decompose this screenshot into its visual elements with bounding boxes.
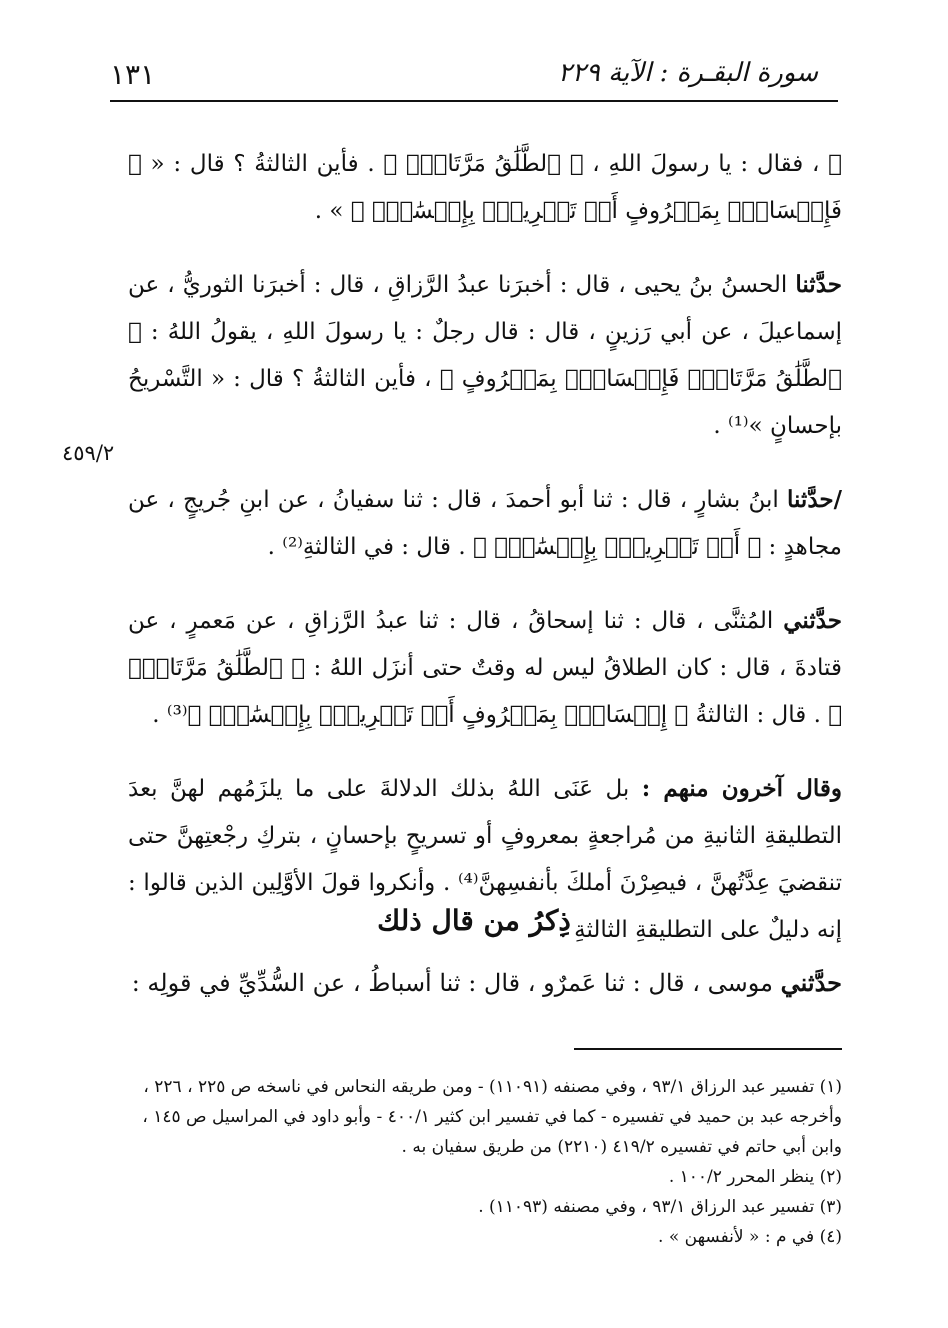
section-heading: ذِكرُ من قال ذلك xyxy=(377,904,571,937)
footnotes xyxy=(110,1072,842,1252)
paragraph xyxy=(128,140,842,235)
footnote: (١) تفسير عبد الرزاق ٩٣/١ ، وفي مصنفه (١١٠٩١) - ومن طريقه النحاس في ناسخه ص ٢٢٥ ، ٢٢٦ ، وأخرجه عبد بن حميد في تفسيره - كما في تفسير ابن كثير ٤٠٠/١ - وأبو داود في المراسيل ص ١٤٥ ، وابن أبي حاتم في تفسيره ٤١٩/٢ (٢٢١٠) من طريق سفيان به . xyxy=(142,1077,842,1157)
footnote: (٤) في م : « لأنفسهن » . xyxy=(658,1227,842,1247)
paragraph-text: ابنُ بشارٍ ، قال : ثنا أبو أحمدَ ، قال : ثنا سفيانُ ، عن ابنِ جُريجٍ ، عن مجاهدٍ : ﴿ أَوۡ تَسۡرِيحُۢ بِإِحۡسَٰنٖۗ ﴾ . قال : في الثالثةِ⁽²⁾ . xyxy=(128,487,842,560)
margin-reference: ٤٥٩/٢ xyxy=(62,441,115,465)
paragraph-lead: وقال آخرون منهم : xyxy=(641,775,842,802)
paragraph xyxy=(128,960,842,1006)
footnote: (٣) تفسير عبد الرزاق ٩٣/١ ، وفي مصنفه (١١٠٩٣) . xyxy=(478,1197,842,1217)
paragraph-lead: حدَّثني xyxy=(783,607,843,634)
paragraph-text: موسى ، قال : ثنا عَمرٌو ، قال : ثنا أسباطُ ، عن السُّدِّيِّ في قولِه : xyxy=(131,969,773,997)
paragraph-text: بل عَنَى اللهُ بذلك الدلالةَ على ما يلزَمُهم لهنَّ بعدَ التطليقةِ الثانيةِ من مُراجعةٍ بمعروفٍ أو تسريحٍ بإحسانٍ ، بتركِ رجْعتِهنَّ حتى تنقضيَ عِدَّتُهنَّ ، فيصِرْنَ أملكَ بأنفسِهنَّ⁽⁴⁾ . وأنكروا قولَ الأوَّلِين الذين قالوا : إنه دليلٌ على التطليقةِ الثالثةِ . xyxy=(128,776,842,943)
page-header xyxy=(110,54,818,96)
footnote: (٢) ينظر المحرر ١٠٠/٢ . xyxy=(668,1167,842,1187)
paragraph-lead: /حدَّثنا xyxy=(786,486,843,513)
paragraph xyxy=(128,597,842,739)
header-rule xyxy=(110,100,838,102)
paragraph-lead: حدَّثني xyxy=(780,968,842,997)
main-text xyxy=(128,140,842,980)
paragraph xyxy=(128,261,842,450)
running-title: سورة البقـرة : الآية ٢٢٩ xyxy=(557,58,818,88)
paragraph-text: الحسنُ بنُ يحيى ، قال : أخبرَنا عبدُ الرَّزاقِ ، قال : أخبرَنا الثوريُّ ، عن إسماعيلَ ، عن أبي رَزينٍ ، قال : قال رجلٌ : يا رسولَ اللهِ ، يقولُ اللهُ : ﴿ ٱلطَّلَٰقُ مَرَّتَانِۖ فَإِمۡسَاكُۢ بِمَعۡرُوفٍ ﴾ ، فأين الثالثةُ ؟ قال : « التَّسْريحُ بإحسانٍ »⁽¹⁾ . xyxy=(128,272,842,439)
paragraph-text: المُثنَّى ، قال : ثنا إسحاقُ ، قال : ثنا عبدُ الرَّزاقِ ، عن مَعمرٍ ، عن قتادةَ ، قال : كان الطلاقُ ليس له وقتٌ حتى أنزَل اللهُ : ﴿ ٱلطَّلَٰقُ مَرَّتَانِۖ ﴾ . قال : الثالثةُ ﴿ إِمۡسَاكُۢ بِمَعۡرُوفٍ أَوۡ تَسۡرِيحُۢ بِإِحۡسَٰنٖۗ ﴾⁽³⁾ . xyxy=(128,608,842,728)
footnote-rule xyxy=(574,1048,842,1050)
paragraph-text: ﷺ ، فقال : يا رسولَ اللهِ ، ﴿ ٱلطَّلَٰقُ مَرَّتَانِۖ ﴾ . فأين الثالثةُ ؟ قال : « ﴿ فَإِمۡسَاكُۢ بِمَعۡرُوفٍ أَوۡ تَسۡرِيحُۢ بِإِحۡسَٰنٖۗ ﴾ » . xyxy=(128,151,842,224)
paragraph-lead: حدَّثنا xyxy=(795,271,842,298)
paragraph xyxy=(128,476,842,571)
page-number: ١٣١ xyxy=(110,58,156,91)
